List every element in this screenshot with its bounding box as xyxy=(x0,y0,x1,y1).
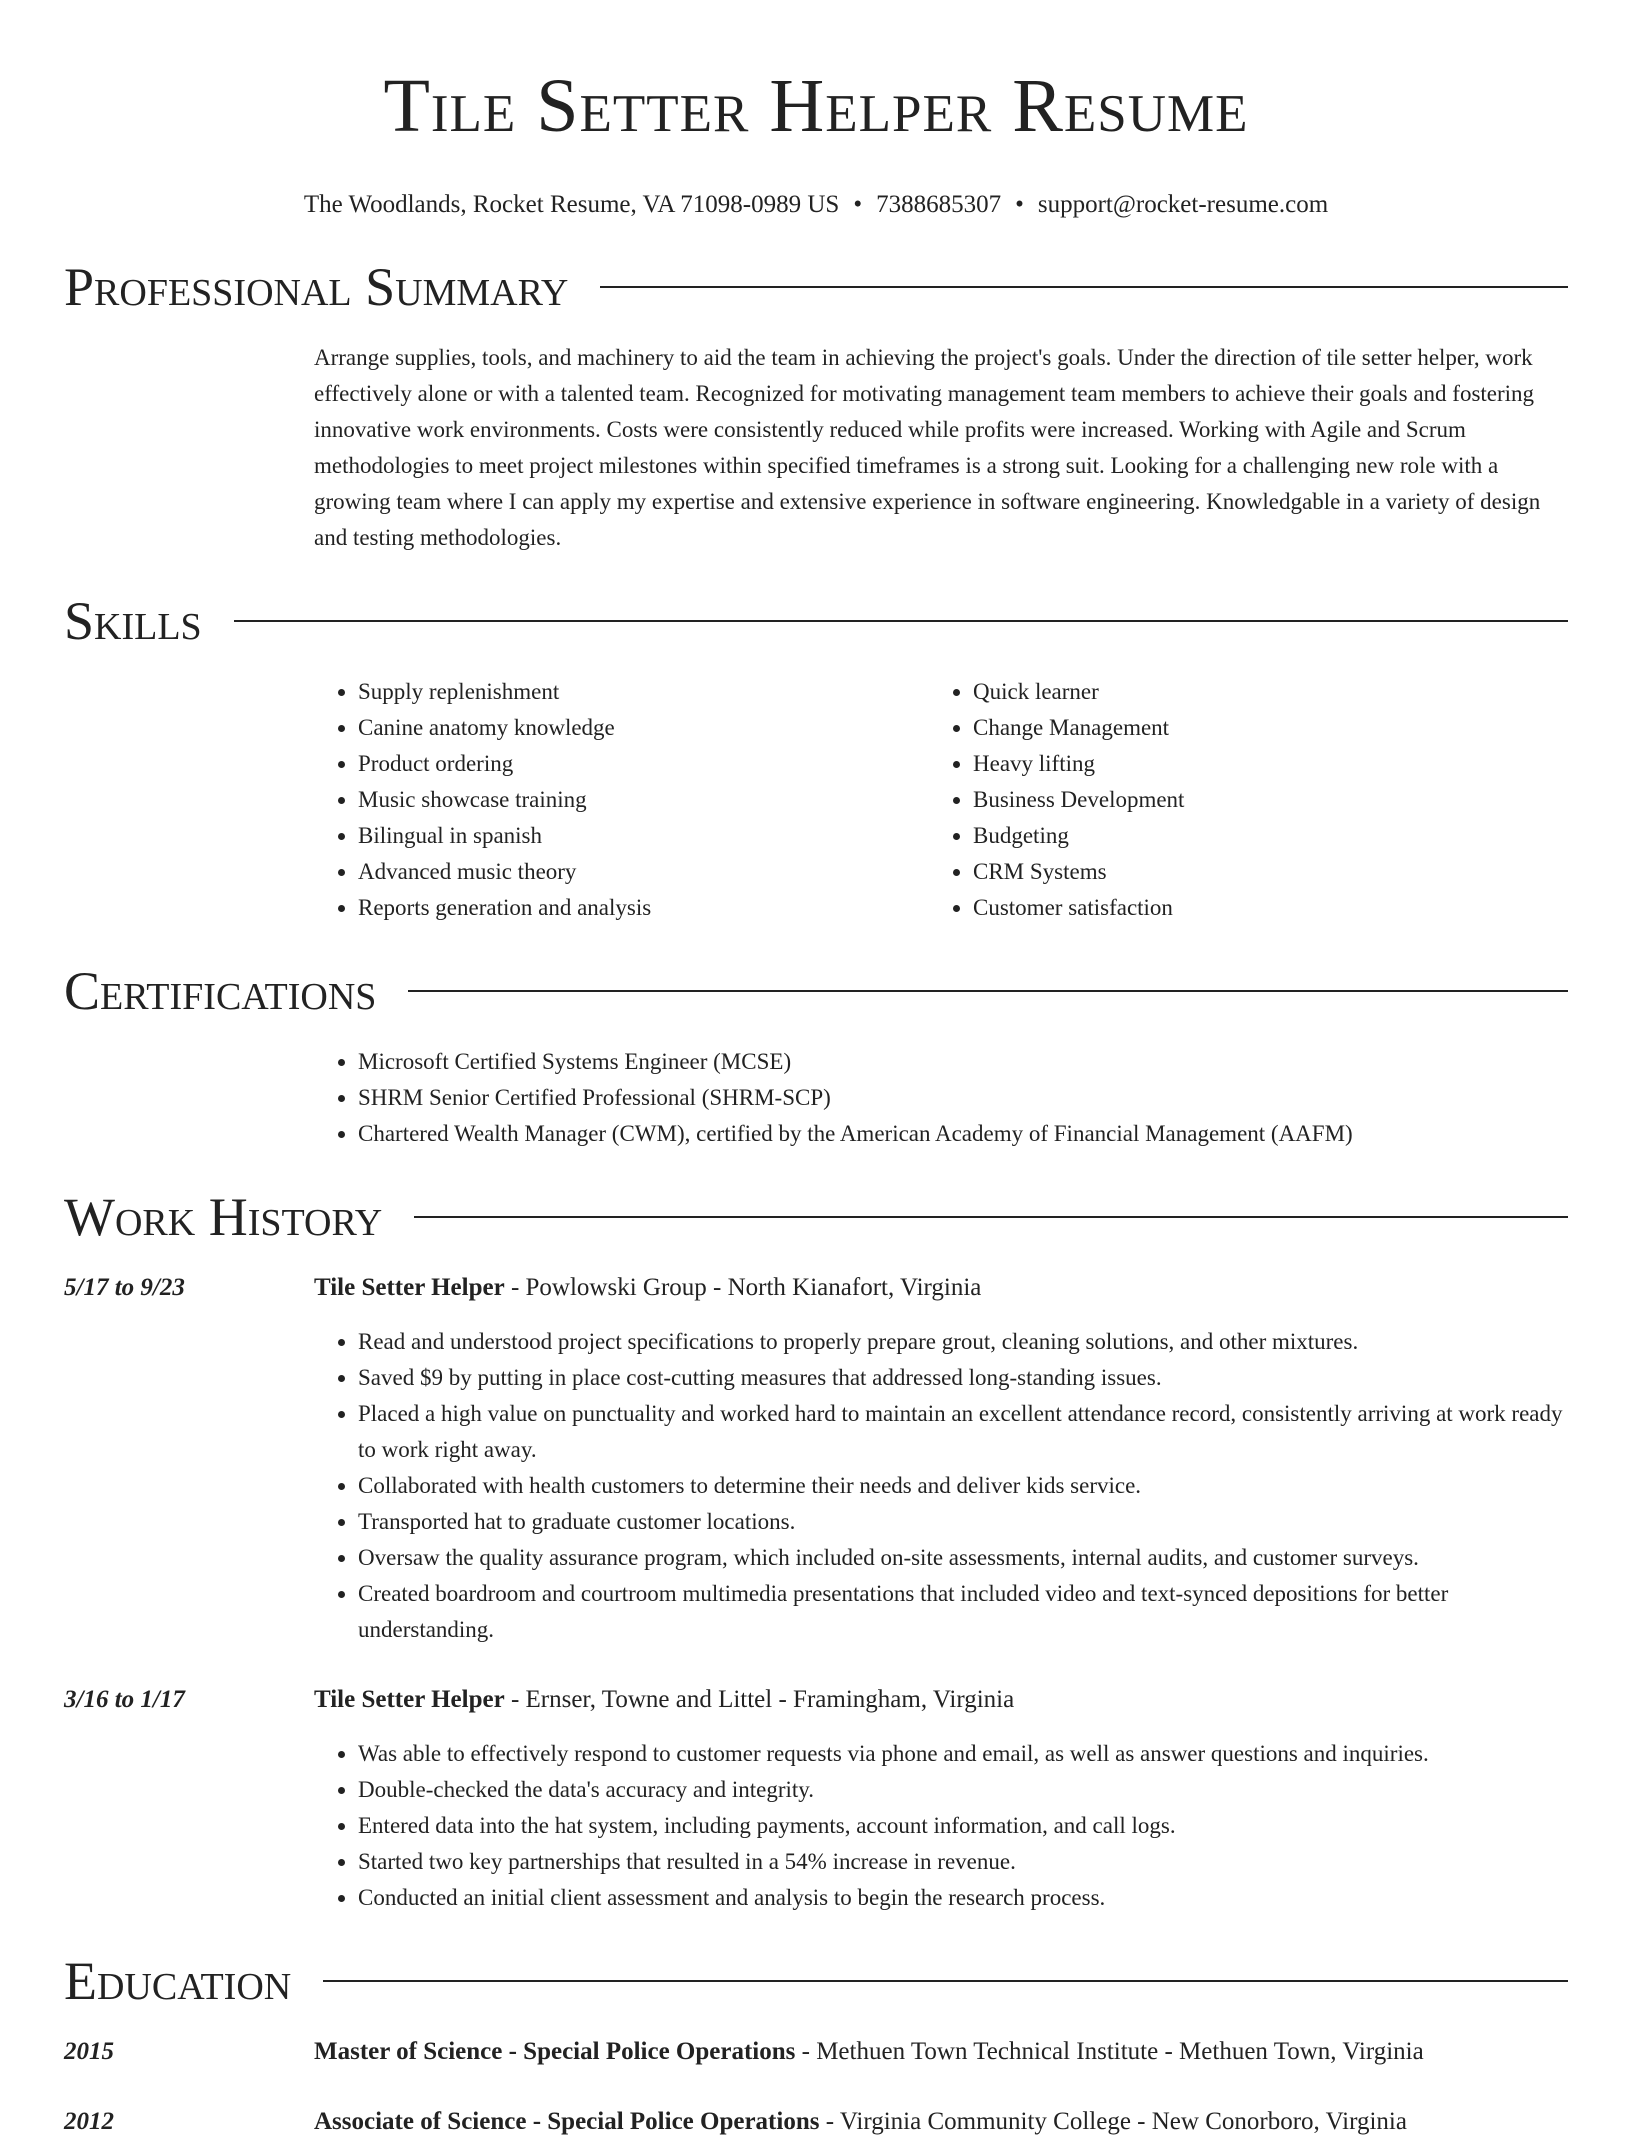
work-history-section xyxy=(64,1270,1568,1916)
education-details: - Methuen Town Technical Institute - Methuen Town, Virginia xyxy=(795,2038,1424,2065)
contact-phone: 7388685307 xyxy=(876,191,1002,218)
certification-item: • Chartered Wealth Manager (CWM), certified by the American Academy of Financial Management (AAFM) xyxy=(358,1116,1568,1152)
certification-item: • Microsoft Certified Systems Engineer (MCSE) xyxy=(358,1044,1568,1080)
contact-separator: • xyxy=(1015,191,1024,218)
summary-section xyxy=(314,340,1568,556)
education-degree: Associate of Science - Special Police Operations xyxy=(314,2108,820,2135)
education-year: 2015 xyxy=(64,2038,114,2065)
skill-item: • Supply replenishment xyxy=(358,674,929,710)
job-bullet: • Created boardroom and courtroom multimedia presentations that included video and text-synced depositions for better understanding. xyxy=(358,1576,1568,1648)
section-divider xyxy=(323,1980,1568,1982)
education-line xyxy=(314,2104,1407,2140)
job-bullet: • Oversaw the quality assurance program, which included on-site assessments, internal audits, and customer surveys. xyxy=(358,1540,1568,1576)
skills-list-right xyxy=(929,674,1544,926)
job-entry xyxy=(64,1682,1568,1916)
job-title-line xyxy=(314,1270,981,1306)
section-divider xyxy=(408,990,1568,992)
contact-address: The Woodlands, Rocket Resume, VA 71098-0989 US xyxy=(303,191,840,218)
job-bullet: • Entered data into the hat system, including payments, account information, and call logs. xyxy=(358,1808,1568,1844)
section-divider xyxy=(414,1216,1568,1218)
certifications-list xyxy=(314,1044,1568,1152)
certifications-heading xyxy=(64,960,1568,1022)
job-bullet: • Collaborated with health customers to determine their needs and deliver kids service. xyxy=(358,1468,1568,1504)
skill-item: • Music showcase training xyxy=(358,782,929,818)
contact-email: support@rocket-resume.com xyxy=(1037,191,1329,218)
job-title-line xyxy=(314,1682,1014,1718)
contact-line xyxy=(64,188,1568,222)
section-title: Education xyxy=(64,1951,292,2011)
certification-item: • SHRM Senior Certified Professional (SHRM-SCP) xyxy=(358,1080,1568,1116)
job-header xyxy=(64,1682,1568,1718)
education-line xyxy=(314,2034,1424,2070)
section-divider xyxy=(600,286,1568,288)
job-header xyxy=(64,1270,1568,1306)
work-history-heading xyxy=(64,1186,1568,1248)
job-bullet: • Double-checked the data's accuracy and integrity. xyxy=(358,1772,1568,1808)
skills-column-left xyxy=(314,674,929,926)
job-bullet: • Transported hat to graduate customer locations. xyxy=(358,1504,1568,1540)
job-role: Tile Setter Helper xyxy=(314,1274,505,1301)
skills-heading xyxy=(64,590,1568,652)
certifications-section xyxy=(314,1044,1568,1152)
job-bullet: • Placed a high value on punctuality and worked hard to maintain an excellent attendance record, consistently arriving at work ready to work right away. xyxy=(358,1396,1568,1468)
job-bullet: • Saved $9 by putting in place cost-cutting measures that addressed long-standing issues. xyxy=(358,1360,1568,1396)
job-role: Tile Setter Helper xyxy=(314,1686,505,1713)
skill-item: • Canine anatomy knowledge xyxy=(358,710,929,746)
job-bullet: • Conducted an initial client assessment and analysis to begin the research process. xyxy=(358,1880,1568,1916)
job-entry xyxy=(64,1270,1568,1648)
skill-item: • Bilingual in spanish xyxy=(358,818,929,854)
skill-item: • CRM Systems xyxy=(973,854,1544,890)
job-bullets xyxy=(314,1736,1568,1916)
resume-title: Tile Setter Helper Resume xyxy=(383,64,1249,148)
skill-item: • Change Management xyxy=(973,710,1544,746)
job-dates: 5/17 to 9/23 xyxy=(64,1274,185,1301)
education-heading xyxy=(64,1950,1568,2012)
skill-item: • Reports generation and analysis xyxy=(358,890,929,926)
summary-heading xyxy=(64,256,1568,318)
section-title: Professional Summary xyxy=(64,257,569,317)
education-details: - Virginia Community College - New Conorboro, Virginia xyxy=(819,2108,1407,2135)
skill-item: • Budgeting xyxy=(973,818,1544,854)
skills-list-left xyxy=(314,674,929,926)
job-bullets xyxy=(314,1324,1568,1648)
education-entry xyxy=(64,2104,1568,2140)
skill-item: • Business Development xyxy=(973,782,1544,818)
section-divider xyxy=(234,620,1568,622)
education-section xyxy=(64,2034,1568,2140)
job-details: - Ernser, Towne and Littel - Framingham, Virginia xyxy=(504,1686,1015,1713)
section-title: Certifications xyxy=(64,961,377,1021)
job-bullet: • Read and understood project specifications to properly prepare grout, cleaning solutions, and other mixtures. xyxy=(358,1324,1568,1360)
summary-text: Arrange supplies, tools, and machinery to aid the team in achieving the project's goals. Under the direction of tile setter helper, work effectively alone or with a talented team. Recognized for motivating management team members to achieve their goals and fostering innovative work environments. Costs were consistently reduced while profits were increased. Working with Agile and Scrum methodologies to meet project milestones within specified timeframes is a strong suit. Looking for a challenging new role with a growing team where I can apply my expertise and extensive experience in software engineering. Knowledgable in a variety of design and testing methodologies. xyxy=(314,345,1541,550)
skill-item: • Customer satisfaction xyxy=(973,890,1544,926)
skill-item: • Quick learner xyxy=(973,674,1544,710)
education-entry xyxy=(64,2034,1568,2070)
skills-section xyxy=(314,674,1568,926)
skill-item: • Heavy lifting xyxy=(973,746,1544,782)
section-title: Skills xyxy=(64,591,202,651)
skill-item: • Advanced music theory xyxy=(358,854,929,890)
skills-column-right xyxy=(929,674,1544,926)
section-title: Work History xyxy=(64,1187,383,1247)
contact-separator: • xyxy=(853,191,863,218)
education-year: 2012 xyxy=(64,2108,114,2135)
skill-item: • Product ordering xyxy=(358,746,929,782)
job-bullet: • Started two key partnerships that resulted in a 54% increase in revenue. xyxy=(358,1844,1568,1880)
job-dates: 3/16 to 1/17 xyxy=(64,1686,185,1713)
job-bullet: • Was able to effectively respond to customer requests via phone and email, as well as answer questions and inquiries. xyxy=(358,1736,1568,1772)
job-details: - Powlowski Group - North Kianafort, Virginia xyxy=(504,1274,982,1301)
education-degree: Master of Science - Special Police Operations xyxy=(314,2038,796,2065)
